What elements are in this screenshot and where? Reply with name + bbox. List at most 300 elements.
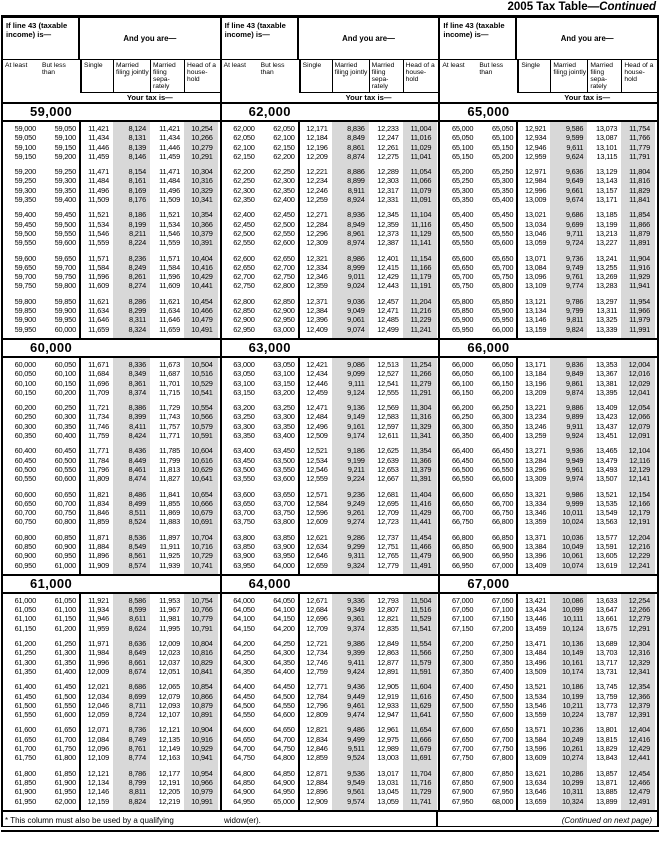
at-least-value: 59,750 — [14, 281, 36, 291]
married-separately-tax-value: 11,559 — [159, 238, 180, 248]
table-row — [222, 403, 439, 412]
married-separately-tax-value: 12,429 — [377, 272, 399, 282]
married-jointly-tax-value: 8,761 — [128, 744, 146, 754]
single-tax-value: 13,546 — [524, 700, 547, 710]
married-separately-tax-value: 12,723 — [377, 517, 399, 527]
at-least-value: 59,250 — [14, 176, 36, 186]
married-jointly-tax-value: 10,286 — [561, 768, 584, 778]
but-less-than-value: 65,950 — [491, 315, 514, 325]
table-row — [440, 490, 657, 499]
married-separately-tax-value: 12,289 — [377, 167, 399, 177]
but-less-than-value: 62,450 — [273, 210, 295, 220]
head-of-household-tax-value: 10,816 — [191, 648, 213, 658]
but-less-than-value: 63,450 — [273, 446, 295, 456]
table-row — [3, 422, 220, 431]
at-least-value: 64,650 — [233, 734, 255, 744]
head-of-household-tax-value: 11,716 — [410, 777, 432, 787]
table-row — [440, 210, 657, 219]
single-tax-value: 13,196 — [524, 378, 547, 388]
at-least-value: 67,850 — [451, 777, 474, 787]
table-row — [3, 744, 220, 753]
table-row — [222, 152, 439, 161]
at-least-value: 64,400 — [233, 682, 255, 692]
income-tax-column-divider — [298, 358, 300, 574]
single-tax-value: 12,734 — [306, 648, 328, 658]
head-of-household-tax-value: 11,316 — [410, 412, 432, 422]
but-less-than-value: 67,650 — [491, 725, 514, 735]
married-separately-tax-value: 12,219 — [158, 796, 180, 806]
married-jointly-tax-value: 10,186 — [561, 682, 584, 692]
section-body — [3, 122, 220, 338]
but-less-than-value: 61,900 — [54, 777, 76, 787]
column-headers — [440, 60, 657, 92]
but-less-than-value: 61,150 — [54, 614, 76, 624]
single-tax-value: 12,634 — [306, 541, 328, 551]
married-separately-tax-value: 13,619 — [595, 560, 618, 570]
head-of-household-tax-value: 12,404 — [628, 725, 651, 735]
at-least-value: 62,050 — [233, 133, 255, 143]
table-row — [440, 658, 657, 667]
head-of-household-tax-value: 11,579 — [410, 657, 432, 667]
head-of-household-tax-value: 11,991 — [629, 324, 651, 334]
but-less-than-value: 66,400 — [491, 431, 514, 441]
table-row — [222, 379, 439, 388]
married-jointly-tax-value: 8,811 — [129, 787, 146, 797]
table-row — [3, 667, 220, 676]
but-less-than-value: 64,650 — [273, 725, 295, 735]
married-jointly-tax-value: 10,061 — [561, 551, 584, 561]
at-least-value: 60,300 — [14, 421, 36, 431]
head-of-household-tax-value: 10,366 — [191, 219, 213, 229]
table-row — [3, 797, 220, 806]
head-of-household-tax-value: 11,866 — [629, 219, 651, 229]
table-row — [3, 490, 220, 499]
single-tax-value: 12,809 — [306, 710, 328, 720]
single-tax-value: 11,659 — [88, 324, 109, 334]
at-least-value: 59,700 — [14, 272, 36, 282]
but-less-than-value: 62,600 — [273, 238, 295, 248]
head-of-household-tax-value: 11,304 — [410, 403, 432, 413]
table-row — [222, 701, 439, 710]
married-separately-tax-value: 13,605 — [595, 551, 618, 561]
married-jointly-tax-value: 9,824 — [565, 324, 584, 334]
single-tax-value: 12,521 — [306, 446, 328, 456]
married-separately-tax-value: 11,715 — [159, 387, 180, 397]
married-separately-tax-value: 11,646 — [159, 315, 180, 325]
but-less-than-value: 59,650 — [54, 253, 76, 263]
table-row — [440, 176, 657, 185]
married-separately-tax-value: 12,191 — [158, 777, 180, 787]
but-less-than-value: 67,000 — [491, 560, 514, 570]
single-tax-value: 13,596 — [524, 744, 547, 754]
married-separately-tax-value: 11,883 — [159, 517, 180, 527]
single-tax-value: 12,746 — [306, 657, 328, 667]
head-of-household-tax-value: 10,716 — [191, 541, 213, 551]
table-row — [3, 753, 220, 762]
table-footer — [3, 810, 657, 827]
single-tax-value: 11,721 — [88, 403, 109, 413]
at-least-value: 64,600 — [233, 725, 255, 735]
married-jointly-tax-value: 9,036 — [347, 296, 365, 306]
but-less-than-value: 63,200 — [273, 387, 295, 397]
head-of-household-tax-value: 12,004 — [628, 359, 651, 369]
table-row — [3, 325, 220, 334]
at-least-value: 67,700 — [451, 744, 474, 754]
table-row — [3, 254, 220, 263]
married-jointly-tax-value: 8,449 — [128, 455, 146, 465]
single-tax-value: 13,184 — [524, 369, 547, 379]
married-jointly-tax-value: 10,274 — [561, 753, 584, 763]
single-tax-value: 12,121 — [87, 768, 109, 778]
section-header-64000: 64,000 — [222, 574, 439, 594]
table-row — [3, 143, 220, 152]
at-least-value: 61,000 — [14, 595, 36, 605]
married-separately-tax-value: 13,087 — [595, 133, 618, 143]
single-tax-value: 13,121 — [524, 296, 547, 306]
married-separately-tax-value: 12,065 — [158, 682, 180, 692]
but-less-than-value: 63,400 — [273, 431, 295, 441]
at-least-value: 63,200 — [233, 403, 255, 413]
at-least-value: 65,650 — [451, 262, 474, 272]
table-row — [440, 533, 657, 542]
table-row — [3, 614, 220, 623]
but-less-than-value: 62,200 — [273, 151, 295, 161]
at-least-value: 65,100 — [451, 142, 474, 152]
but-less-than-value: 62,650 — [273, 253, 295, 263]
at-least-value: 62,850 — [233, 306, 255, 316]
but-less-than-value: 68,000 — [491, 796, 514, 806]
table-row — [222, 787, 439, 796]
single-tax-value: 12,334 — [306, 262, 328, 272]
but-less-than-value: 59,750 — [54, 272, 76, 282]
single-tax-value: 13,459 — [524, 623, 547, 633]
at-least-value: 67,000 — [451, 595, 474, 605]
table-row — [3, 701, 220, 710]
head-of-household-tax-value: 12,141 — [628, 474, 651, 484]
married-jointly-tax-value: 9,061 — [347, 315, 365, 325]
married-jointly-tax-value: 9,774 — [565, 281, 584, 291]
table-row — [3, 176, 220, 185]
head-of-household-tax-value: 10,916 — [191, 734, 213, 744]
table-row — [222, 412, 439, 421]
married-jointly-tax-value: 8,349 — [128, 369, 146, 379]
head-of-household-tax-value: 10,691 — [191, 517, 213, 527]
table-row — [222, 124, 439, 133]
table-row — [222, 133, 439, 142]
group-header — [222, 18, 439, 60]
married-jointly-tax-value: 8,974 — [347, 238, 365, 248]
table-row — [440, 297, 657, 306]
column-header-at-least: At least — [223, 62, 246, 69]
but-less-than-value: 64,500 — [273, 691, 295, 701]
but-less-than-value: 62,300 — [273, 176, 295, 186]
head-of-household-tax-value: 10,941 — [191, 753, 213, 763]
single-tax-value: 11,609 — [88, 281, 109, 291]
head-of-household-tax-value: 11,116 — [411, 219, 432, 229]
head-of-household-tax-value: 11,879 — [629, 228, 651, 238]
table-row — [440, 551, 657, 560]
single-tax-value: 12,846 — [306, 744, 328, 754]
married-jointly-tax-value: 9,561 — [347, 787, 365, 797]
but-less-than-value: 65,300 — [491, 176, 514, 186]
head-of-household-tax-value: 11,279 — [410, 378, 432, 388]
at-least-value: 60,000 — [14, 359, 36, 369]
married-jointly-tax-value: 9,674 — [565, 195, 584, 205]
married-jointly-tax-value: 9,174 — [347, 431, 365, 441]
married-jointly-tax-value: 8,524 — [128, 517, 146, 527]
at-least-value: 64,950 — [233, 796, 255, 806]
head-of-household-tax-value: 10,466 — [191, 306, 213, 316]
head-of-household-tax-value: 12,266 — [628, 605, 651, 615]
but-less-than-value: 65,600 — [491, 238, 514, 248]
married-separately-tax-value: 12,961 — [377, 725, 399, 735]
head-of-household-tax-value: 11,179 — [410, 272, 432, 282]
single-tax-value: 13,096 — [524, 272, 547, 282]
head-of-household-tax-value: 12,129 — [628, 464, 651, 474]
married-separately-tax-value: 12,205 — [158, 787, 180, 797]
at-least-value: 62,400 — [233, 210, 255, 220]
married-separately-tax-value: 13,031 — [377, 777, 399, 787]
single-tax-value: 12,821 — [306, 725, 328, 735]
table-row — [222, 369, 439, 378]
married-separately-tax-value: 11,771 — [159, 431, 180, 441]
married-separately-tax-value: 13,045 — [377, 787, 399, 797]
head-of-household-tax-value: 10,604 — [191, 446, 213, 456]
single-tax-value: 12,796 — [306, 700, 328, 710]
single-tax-value: 12,709 — [306, 623, 328, 633]
at-least-value: 61,900 — [14, 787, 36, 797]
married-jointly-tax-value: 8,124 — [128, 124, 146, 133]
section-body — [3, 358, 220, 574]
single-tax-value: 13,171 — [524, 359, 547, 369]
table-row — [3, 658, 220, 667]
head-of-household-tax-value: 12,029 — [628, 378, 651, 388]
married-jointly-tax-value: 8,674 — [128, 666, 146, 676]
at-least-value: 65,200 — [451, 167, 474, 177]
married-jointly-tax-value: 8,261 — [128, 272, 146, 282]
married-separately-tax-value: 13,521 — [595, 489, 618, 499]
but-less-than-value: 67,200 — [491, 623, 514, 633]
table-row — [3, 648, 220, 657]
single-tax-value: 12,246 — [306, 185, 328, 195]
column-header-at-least: At least — [5, 62, 28, 69]
at-least-value: 59,000 — [14, 124, 36, 133]
column-header-head-of-household: Head of a house-hold — [621, 60, 657, 92]
table-row — [222, 499, 439, 508]
table-row — [3, 124, 220, 133]
but-less-than-value: 63,000 — [273, 324, 295, 334]
single-tax-value: 11,471 — [88, 167, 109, 177]
table-row — [222, 195, 439, 204]
head-of-household-tax-value: 11,891 — [629, 238, 651, 248]
head-of-household-tax-value: 11,966 — [629, 306, 651, 316]
but-less-than-value: 67,850 — [491, 768, 514, 778]
single-tax-value: 11,784 — [88, 455, 109, 465]
at-least-value: 66,850 — [451, 541, 474, 551]
married-separately-tax-value: 13,157 — [595, 185, 618, 195]
at-least-value: 64,100 — [233, 614, 255, 624]
at-least-value: 66,950 — [451, 560, 474, 570]
single-tax-value: 12,571 — [306, 489, 328, 499]
married-separately-tax-value: 13,885 — [595, 787, 618, 797]
but-less-than-value: 61,750 — [54, 744, 76, 754]
married-jointly-tax-value: 9,161 — [347, 421, 365, 431]
single-tax-value: 13,084 — [524, 262, 547, 272]
table-row — [222, 614, 439, 623]
head-of-household-tax-value: 12,466 — [628, 777, 651, 787]
single-tax-value: 13,571 — [524, 725, 547, 735]
married-jointly-tax-value: 9,499 — [347, 734, 365, 744]
single-tax-value: 12,059 — [87, 710, 109, 720]
single-tax-value: 13,621 — [524, 768, 547, 778]
income-tax-column-divider — [79, 594, 81, 810]
at-least-value: 67,450 — [451, 691, 474, 701]
table-row — [222, 744, 439, 753]
married-separately-tax-value: 12,051 — [158, 666, 180, 676]
table-row — [3, 465, 220, 474]
but-less-than-value: 67,550 — [491, 700, 514, 710]
married-jointly-tax-value: 9,661 — [565, 185, 584, 195]
head-of-household-tax-value: 10,754 — [191, 595, 213, 605]
married-jointly-tax-value: 8,211 — [129, 228, 146, 238]
single-tax-value: 11,884 — [88, 541, 109, 551]
married-jointly-tax-value: 8,474 — [128, 474, 146, 484]
married-separately-tax-value: 13,633 — [595, 595, 618, 605]
single-tax-value: 11,946 — [88, 614, 109, 624]
head-of-household-tax-value: 12,104 — [628, 446, 651, 456]
but-less-than-value: 66,000 — [491, 324, 514, 334]
single-tax-value: 11,671 — [88, 359, 109, 369]
married-separately-tax-value: 13,073 — [595, 124, 618, 133]
single-tax-value: 11,859 — [88, 517, 109, 527]
single-tax-value: 12,109 — [87, 753, 109, 763]
head-of-household-tax-value: 10,879 — [191, 700, 213, 710]
married-separately-tax-value: 12,541 — [377, 378, 399, 388]
single-tax-value: 12,309 — [306, 238, 328, 248]
married-separately-tax-value: 12,695 — [377, 498, 399, 508]
married-jointly-tax-value: 8,749 — [128, 734, 146, 744]
at-least-value: 62,800 — [233, 296, 255, 306]
single-tax-value: 11,809 — [88, 474, 109, 484]
married-jointly-tax-value: 8,274 — [128, 281, 146, 291]
at-least-value: 67,500 — [451, 700, 474, 710]
but-less-than-value: 62,700 — [273, 262, 295, 272]
head-of-household-tax-value: 11,854 — [629, 210, 651, 220]
married-separately-tax-value: 13,871 — [595, 777, 618, 787]
married-separately-tax-value: 11,509 — [159, 195, 180, 205]
table-row — [440, 281, 657, 290]
married-separately-tax-value: 12,457 — [377, 296, 399, 306]
single-tax-value: 12,621 — [306, 532, 328, 542]
but-less-than-value: 66,100 — [491, 369, 514, 379]
married-separately-tax-value: 12,163 — [158, 753, 180, 763]
but-less-than-value: 61,300 — [54, 648, 76, 658]
married-separately-tax-value: 12,625 — [377, 446, 399, 456]
single-tax-value: 11,921 — [88, 595, 109, 605]
at-least-value: 59,450 — [14, 219, 36, 229]
column-header-at-least: At least — [442, 62, 465, 69]
table-row — [222, 725, 439, 734]
married-jointly-tax-value: 9,249 — [347, 498, 365, 508]
at-least-value: 61,500 — [14, 700, 36, 710]
but-less-than-value: 63,550 — [273, 464, 295, 474]
single-tax-value: 12,771 — [306, 682, 328, 692]
table-row — [3, 229, 220, 238]
table-row — [222, 508, 439, 517]
single-tax-value: 12,284 — [306, 219, 328, 229]
at-least-value: 65,950 — [451, 324, 474, 334]
married-jointly-tax-value: 8,411 — [129, 421, 146, 431]
head-of-household-tax-value: 11,366 — [410, 455, 432, 465]
head-of-household-tax-value: 11,554 — [410, 639, 432, 649]
married-jointly-tax-value: 9,074 — [347, 324, 365, 334]
married-separately-tax-value: 13,535 — [595, 498, 618, 508]
but-less-than-value: 62,950 — [273, 315, 295, 325]
married-jointly-tax-value: 9,361 — [347, 614, 365, 624]
head-of-household-tax-value: 10,516 — [191, 369, 213, 379]
section-header-62000: 62,000 — [222, 102, 439, 122]
at-least-value: 64,050 — [233, 605, 255, 615]
head-of-household-tax-value: 11,091 — [410, 195, 432, 205]
married-separately-tax-value: 13,199 — [595, 219, 618, 229]
married-jointly-tax-value: 8,499 — [128, 498, 146, 508]
single-tax-value: 11,446 — [88, 142, 109, 152]
tax-table-group-2 — [222, 18, 441, 810]
at-least-value: 62,450 — [233, 219, 255, 229]
married-separately-tax-value: 12,681 — [377, 489, 399, 499]
married-separately-tax-value: 12,331 — [377, 195, 399, 205]
table-row — [3, 710, 220, 719]
single-tax-value: 12,021 — [87, 682, 109, 692]
single-tax-value: 13,259 — [524, 431, 547, 441]
at-least-value: 63,650 — [233, 498, 255, 508]
table-row — [440, 456, 657, 465]
married-separately-tax-value: 11,609 — [159, 281, 180, 291]
head-of-household-tax-value: 11,079 — [410, 185, 432, 195]
head-of-household-tax-value: 10,566 — [191, 412, 213, 422]
head-of-household-tax-value: 12,441 — [628, 753, 651, 763]
at-least-value: 61,700 — [14, 744, 36, 754]
section-body — [3, 594, 220, 810]
head-of-household-tax-value: 11,416 — [410, 498, 432, 508]
but-less-than-value: 65,050 — [491, 124, 514, 133]
at-least-value: 66,750 — [451, 517, 474, 527]
but-less-than-value: 60,300 — [54, 412, 76, 422]
at-least-value: 61,350 — [14, 666, 36, 676]
head-of-household-tax-value: 10,841 — [191, 666, 213, 676]
but-less-than-value: 65,800 — [491, 281, 514, 291]
at-least-value: 62,200 — [233, 167, 255, 177]
but-less-than-value: 64,900 — [273, 777, 295, 787]
at-least-value: 66,450 — [451, 455, 474, 465]
at-least-value: 64,750 — [233, 753, 255, 763]
married-jointly-tax-value: 8,424 — [128, 431, 146, 441]
single-tax-value: 13,209 — [524, 387, 547, 397]
head-of-household-tax-value: 12,491 — [628, 796, 651, 806]
table-row — [222, 238, 439, 247]
married-jointly-tax-value: 9,874 — [565, 387, 584, 397]
single-tax-value: 13,071 — [524, 253, 547, 263]
married-separately-tax-value: 12,527 — [377, 369, 399, 379]
table-row — [440, 412, 657, 421]
married-separately-tax-value: 11,869 — [159, 508, 180, 518]
at-least-value: 62,350 — [233, 195, 255, 205]
your-tax-is-label: Your tax is— — [80, 92, 220, 102]
head-of-household-tax-value: 10,729 — [191, 551, 213, 561]
single-tax-value: 13,371 — [524, 532, 547, 542]
married-jointly-tax-value: 10,036 — [561, 532, 584, 542]
at-least-value: 62,100 — [233, 142, 255, 152]
